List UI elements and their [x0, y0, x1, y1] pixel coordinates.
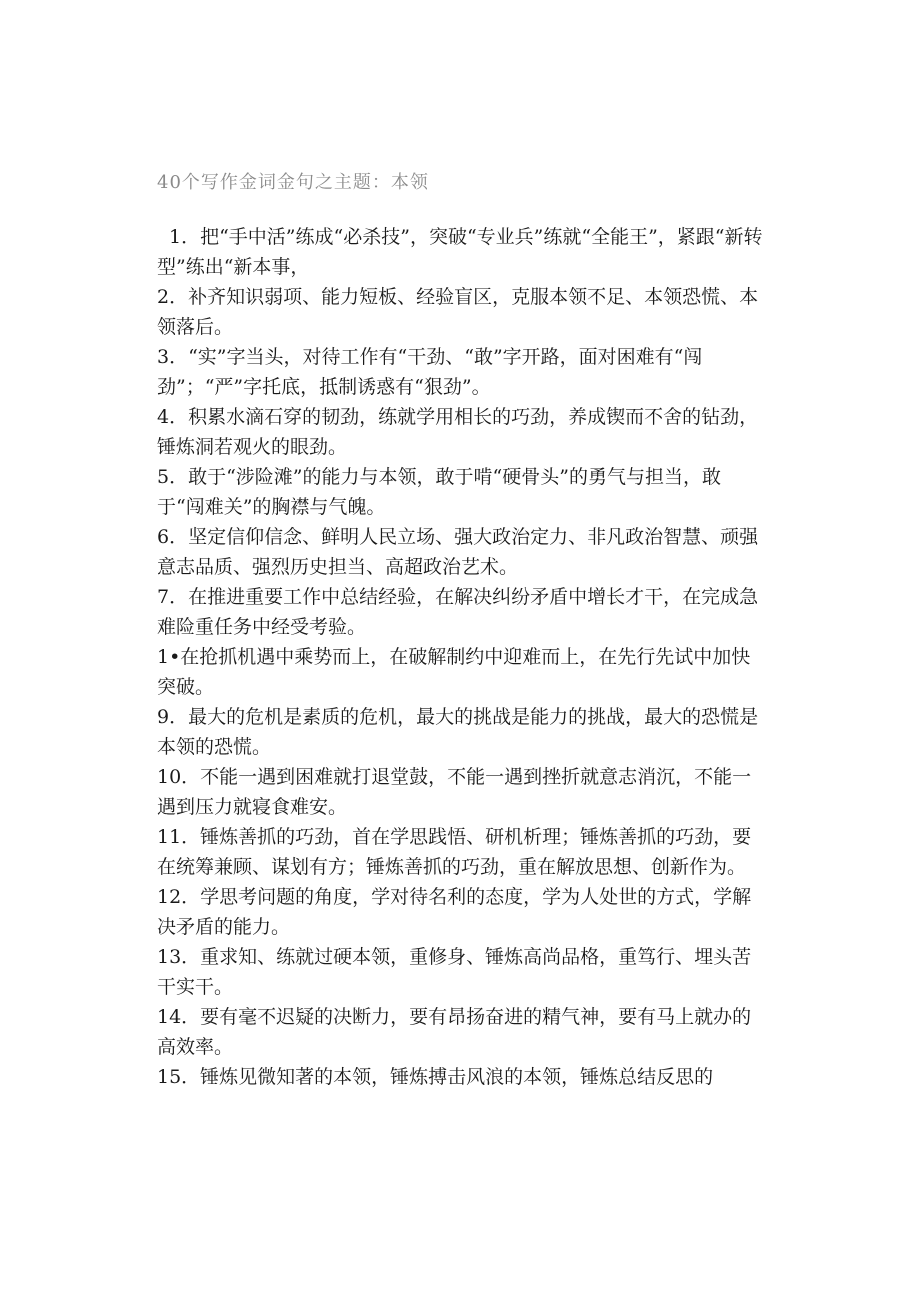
list-item: 5．敢于“涉险滩”的能力与本领，敢于啃“硬骨头”的勇气与担当，敢于“闯难关”的胸襟与气魄。: [157, 466, 721, 518]
list-item: 10．不能一遇到困难就打退堂鼓，不能一遇到挫折就意志消沉，不能一遇到压力就寝食难安。: [157, 766, 752, 818]
list-item: 6．坚定信仰信念、鲜明人民立场、强大政治定力、非凡政治智慧、顽强意志品质、强烈历史担当、高超政治艺术。: [157, 526, 759, 578]
list-item: 14．要有毫不迟疑的决断力，要有昂扬奋进的精气神，要有马上就办的高效率。: [157, 1006, 752, 1058]
document-title: 40个写作金词金句之主题：本领: [157, 172, 429, 193]
list-item: 4．积累水滴石穿的韧劲，练就学用相长的巧劲，养成锲而不舍的钻劲，锤炼洞若观火的眼劲。: [157, 406, 759, 458]
list-item: 1．把“手中活”练成“必杀技”，突破“专业兵”练就“全能王”，紧跟“新转型”练出“新本事，: [157, 226, 763, 278]
list-item: 13．重求知、练就过硬本领，重修身、锤炼高尚品格，重笃行、埋头苦干实干。: [157, 946, 752, 998]
list-item: 12．学思考问题的角度，学对待名利的态度，学为人处世的方式，学解决矛盾的能力。: [157, 886, 752, 938]
quote-list: [157, 222, 767, 1092]
list-item: 2．补齐知识弱项、能力短板、经验盲区，克服本领不足、本领恐慌、本领落后。: [157, 286, 759, 338]
list-item: 15．锤炼见微知著的本领，锤炼搏击风浪的本领，锤炼总结反思的: [157, 1066, 714, 1088]
list-item: 7．在推进重要工作中总结经验，在解决纠纷矛盾中增长才干，在完成急难险重任务中经受考验。: [157, 586, 759, 638]
list-item: 3．“实”字当头，对待工作有“干劲、“敢”字开路，面对困难有“闯劲”；“严”字托底，抵制诱惑有“狠劲”。: [157, 346, 703, 398]
list-item: 11．锤炼善抓的巧劲，首在学思践悟、研机析理；锤炼善抓的巧劲，要在统筹兼顾、谋划有方；锤炼善抓的巧劲，重在解放思想、创新作为。: [157, 826, 752, 878]
list-item: 9．最大的危机是素质的危机，最大的挑战是能力的挑战，最大的恐慌是本领的恐慌。: [157, 706, 759, 758]
list-item: 1•在抢抓机遇中乘势而上，在破解制约中迎难而上，在先行先试中加快突破。: [157, 646, 751, 698]
